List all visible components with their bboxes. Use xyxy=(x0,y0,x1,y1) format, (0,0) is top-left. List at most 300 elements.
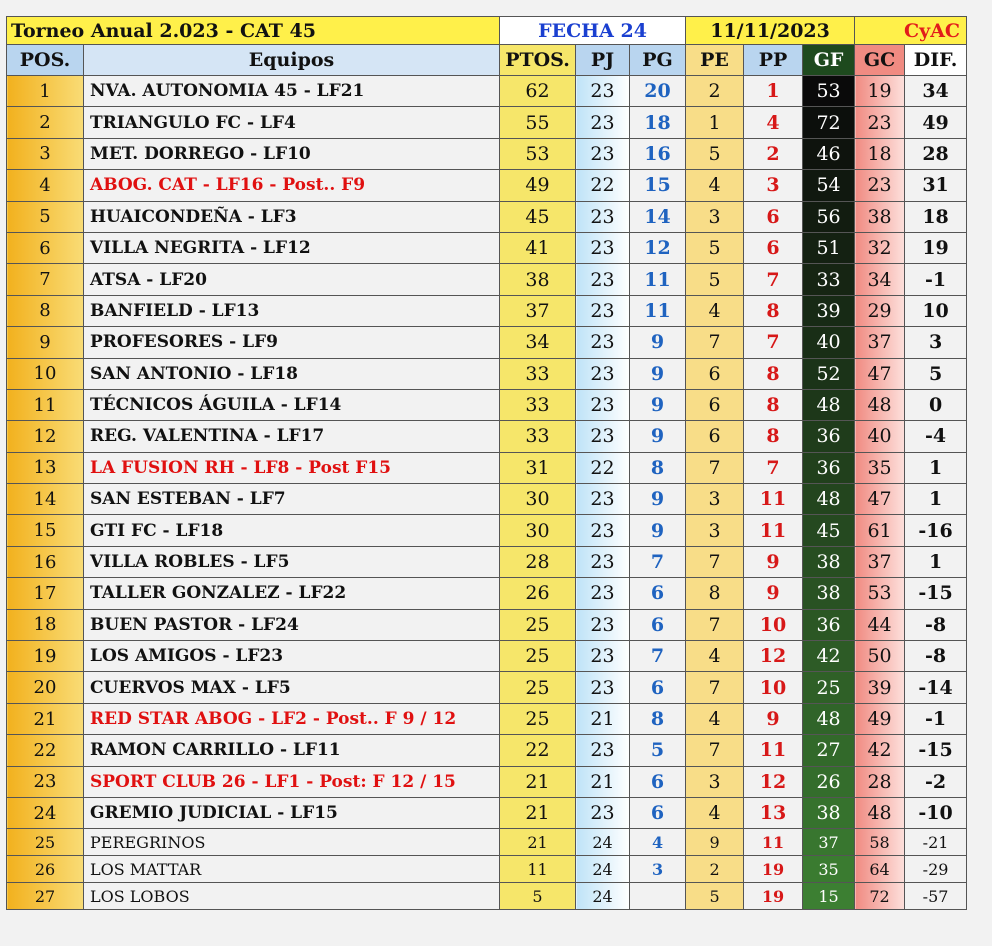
cell-dif: 49 xyxy=(905,107,967,138)
cell-pp: 8 xyxy=(744,389,803,420)
cell-ptos: 26 xyxy=(500,578,576,609)
cell-pos: 14 xyxy=(7,484,84,515)
cell-gc: 29 xyxy=(855,295,905,326)
cell-pj: 21 xyxy=(576,766,630,797)
cell-gc: 38 xyxy=(855,201,905,232)
table-row xyxy=(7,264,967,295)
cell-pos: 7 xyxy=(7,264,84,295)
cell-pp: 12 xyxy=(744,766,803,797)
cell-gf: 36 xyxy=(803,421,855,452)
cell-pg: 11 xyxy=(630,264,686,295)
cell-gc: 32 xyxy=(855,232,905,263)
cell-team: TALLER GONZALEZ - LF22 xyxy=(84,578,500,609)
cell-pp: 8 xyxy=(744,421,803,452)
cell-pg: 7 xyxy=(630,641,686,672)
cell-team: PEREGRINOS xyxy=(84,829,500,856)
cell-pp: 11 xyxy=(744,484,803,515)
cell-pg: 9 xyxy=(630,421,686,452)
cell-gc: 40 xyxy=(855,421,905,452)
cell-pj: 23 xyxy=(576,641,630,672)
cell-dif: -1 xyxy=(905,703,967,734)
cell-team: LA FUSION RH - LF8 - Post F15 xyxy=(84,452,500,483)
cell-pg: 11 xyxy=(630,295,686,326)
cell-team: SAN ESTEBAN - LF7 xyxy=(84,484,500,515)
cell-pj: 23 xyxy=(576,358,630,389)
cell-pg: 6 xyxy=(630,797,686,828)
cell-pg: 6 xyxy=(630,672,686,703)
cell-team: BUEN PASTOR - LF24 xyxy=(84,609,500,640)
cell-pg: 9 xyxy=(630,484,686,515)
title-row xyxy=(7,17,967,45)
cell-pj: 23 xyxy=(576,609,630,640)
cell-ptos: 41 xyxy=(500,232,576,263)
cell-pe: 3 xyxy=(686,766,744,797)
cell-pp: 2 xyxy=(744,138,803,169)
cell-ptos: 25 xyxy=(500,609,576,640)
cell-pos: 26 xyxy=(7,856,84,883)
cell-ptos: 31 xyxy=(500,452,576,483)
cell-pj: 23 xyxy=(576,546,630,577)
cell-dif: -21 xyxy=(905,829,967,856)
cell-ptos: 21 xyxy=(500,766,576,797)
cell-pe: 4 xyxy=(686,797,744,828)
cell-ptos: 62 xyxy=(500,76,576,107)
cell-pe: 8 xyxy=(686,578,744,609)
cell-ptos: 21 xyxy=(500,829,576,856)
cell-pos: 20 xyxy=(7,672,84,703)
cell-team: REG. VALENTINA - LF17 xyxy=(84,421,500,452)
table-row xyxy=(7,327,967,358)
cell-pg: 16 xyxy=(630,138,686,169)
cell-pos: 18 xyxy=(7,609,84,640)
tournament-title: Torneo Anual 2.023 - CAT 45 xyxy=(7,17,500,45)
cell-pg: 7 xyxy=(630,546,686,577)
cell-pe: 5 xyxy=(686,232,744,263)
cell-gc: 28 xyxy=(855,766,905,797)
cell-gf: 33 xyxy=(803,264,855,295)
cell-gf: 37 xyxy=(803,829,855,856)
cell-ptos: 21 xyxy=(500,797,576,828)
cell-pj: 23 xyxy=(576,735,630,766)
cell-team: RAMON CARRILLO - LF11 xyxy=(84,735,500,766)
table-row xyxy=(7,295,967,326)
cell-pos: 13 xyxy=(7,452,84,483)
cell-team: HUAICONDEÑA - LF3 xyxy=(84,201,500,232)
cell-gc: 37 xyxy=(855,546,905,577)
cell-team: LOS LOBOS xyxy=(84,883,500,910)
cell-gc: 44 xyxy=(855,609,905,640)
cell-gf: 39 xyxy=(803,295,855,326)
table-row xyxy=(7,672,967,703)
cell-gc: 47 xyxy=(855,484,905,515)
cell-team: TÉCNICOS ÁGUILA - LF14 xyxy=(84,389,500,420)
table-row xyxy=(7,138,967,169)
cell-pe: 7 xyxy=(686,672,744,703)
cell-team: MET. DORREGO - LF10 xyxy=(84,138,500,169)
cell-pe: 5 xyxy=(686,264,744,295)
cell-pj: 23 xyxy=(576,578,630,609)
cell-gf: 42 xyxy=(803,641,855,672)
cell-gc: 48 xyxy=(855,797,905,828)
cell-dif: 5 xyxy=(905,358,967,389)
cell-team: RED STAR ABOG - LF2 - Post.. F 9 / 12 xyxy=(84,703,500,734)
cell-pg: 9 xyxy=(630,327,686,358)
cell-pe: 6 xyxy=(686,421,744,452)
standings-sheet xyxy=(6,16,966,910)
cell-pj: 23 xyxy=(576,232,630,263)
table-row xyxy=(7,703,967,734)
cell-dif: -15 xyxy=(905,578,967,609)
cell-pe: 7 xyxy=(686,735,744,766)
cell-pj: 23 xyxy=(576,107,630,138)
col-header-gf: GF xyxy=(803,45,855,76)
cell-dif: 10 xyxy=(905,295,967,326)
col-header-pp: PP xyxy=(744,45,803,76)
cell-pos: 25 xyxy=(7,829,84,856)
cell-pj: 23 xyxy=(576,421,630,452)
cell-pos: 5 xyxy=(7,201,84,232)
cell-pos: 12 xyxy=(7,421,84,452)
cell-ptos: 5 xyxy=(500,883,576,910)
cell-dif: 0 xyxy=(905,389,967,420)
cell-pe: 6 xyxy=(686,389,744,420)
cell-pp: 7 xyxy=(744,452,803,483)
cell-team: LOS MATTAR xyxy=(84,856,500,883)
table-row xyxy=(7,421,967,452)
cell-gc: 64 xyxy=(855,856,905,883)
fecha-label: FECHA 24 xyxy=(500,17,686,45)
cell-dif: -10 xyxy=(905,797,967,828)
table-row xyxy=(7,578,967,609)
cell-ptos: 33 xyxy=(500,389,576,420)
col-header-pj: PJ xyxy=(576,45,630,76)
table-row xyxy=(7,389,967,420)
cell-pg: 6 xyxy=(630,609,686,640)
cell-pos: 24 xyxy=(7,797,84,828)
cell-pp: 6 xyxy=(744,232,803,263)
cell-gf: 48 xyxy=(803,703,855,734)
cell-dif: 3 xyxy=(905,327,967,358)
cell-team: TRIANGULO FC - LF4 xyxy=(84,107,500,138)
cell-pp: 12 xyxy=(744,641,803,672)
cell-gc: 53 xyxy=(855,578,905,609)
cell-pp: 3 xyxy=(744,170,803,201)
cell-pj: 22 xyxy=(576,452,630,483)
cell-gc: 72 xyxy=(855,883,905,910)
cell-ptos: 38 xyxy=(500,264,576,295)
cell-gf: 46 xyxy=(803,138,855,169)
cell-pe: 4 xyxy=(686,170,744,201)
cell-pg: 3 xyxy=(630,856,686,883)
cell-pj: 24 xyxy=(576,883,630,910)
cell-ptos: 25 xyxy=(500,672,576,703)
table-row xyxy=(7,232,967,263)
cell-pe: 6 xyxy=(686,358,744,389)
cell-gf: 36 xyxy=(803,609,855,640)
cell-pos: 6 xyxy=(7,232,84,263)
cell-ptos: 55 xyxy=(500,107,576,138)
cell-pe: 3 xyxy=(686,515,744,546)
cell-dif: 1 xyxy=(905,546,967,577)
table-row xyxy=(7,829,967,856)
cell-dif: 1 xyxy=(905,452,967,483)
cell-pos: 9 xyxy=(7,327,84,358)
cell-pos: 27 xyxy=(7,883,84,910)
cell-pg: 8 xyxy=(630,703,686,734)
cell-pg: 4 xyxy=(630,829,686,856)
col-header-dif: DIF. xyxy=(905,45,967,76)
cell-pos: 3 xyxy=(7,138,84,169)
cell-pp: 11 xyxy=(744,735,803,766)
cell-pg: 18 xyxy=(630,107,686,138)
cell-pg: 9 xyxy=(630,358,686,389)
cell-pe: 3 xyxy=(686,201,744,232)
cell-gf: 56 xyxy=(803,201,855,232)
cell-gf: 38 xyxy=(803,578,855,609)
cell-dif: -2 xyxy=(905,766,967,797)
cell-pp: 6 xyxy=(744,201,803,232)
table-row xyxy=(7,609,967,640)
cell-pos: 1 xyxy=(7,76,84,107)
cell-pj: 24 xyxy=(576,856,630,883)
cell-team: GREMIO JUDICIAL - LF15 xyxy=(84,797,500,828)
cell-team: SAN ANTONIO - LF18 xyxy=(84,358,500,389)
cell-pg: 6 xyxy=(630,578,686,609)
cell-gc: 47 xyxy=(855,358,905,389)
cell-pp: 8 xyxy=(744,295,803,326)
cell-team: BANFIELD - LF13 xyxy=(84,295,500,326)
cell-pos: 10 xyxy=(7,358,84,389)
cell-pj: 23 xyxy=(576,672,630,703)
cell-pe: 4 xyxy=(686,295,744,326)
org-label: CyAC xyxy=(855,17,967,45)
col-header-gc: GC xyxy=(855,45,905,76)
table-row xyxy=(7,883,967,910)
cell-gf: 40 xyxy=(803,327,855,358)
date-label: 11/11/2023 xyxy=(686,17,855,45)
cell-pp: 9 xyxy=(744,703,803,734)
cell-gf: 48 xyxy=(803,484,855,515)
cell-gc: 49 xyxy=(855,703,905,734)
cell-pos: 16 xyxy=(7,546,84,577)
cell-pj: 24 xyxy=(576,829,630,856)
cell-gc: 58 xyxy=(855,829,905,856)
cell-pp: 11 xyxy=(744,515,803,546)
table-row xyxy=(7,735,967,766)
cell-dif: -57 xyxy=(905,883,967,910)
cell-gc: 34 xyxy=(855,264,905,295)
cell-gc: 18 xyxy=(855,138,905,169)
cell-pp: 4 xyxy=(744,107,803,138)
cell-ptos: 53 xyxy=(500,138,576,169)
col-header-pe: PE xyxy=(686,45,744,76)
cell-pp: 13 xyxy=(744,797,803,828)
cell-pj: 23 xyxy=(576,515,630,546)
cell-dif: 1 xyxy=(905,484,967,515)
cell-dif: 28 xyxy=(905,138,967,169)
col-header-pos: POS. xyxy=(7,45,84,76)
cell-ptos: 30 xyxy=(500,515,576,546)
cell-pe: 7 xyxy=(686,609,744,640)
cell-team: PROFESORES - LF9 xyxy=(84,327,500,358)
cell-pp: 11 xyxy=(744,829,803,856)
table-row xyxy=(7,856,967,883)
cell-pp: 10 xyxy=(744,609,803,640)
cell-dif: -8 xyxy=(905,609,967,640)
cell-ptos: 11 xyxy=(500,856,576,883)
cell-pos: 17 xyxy=(7,578,84,609)
cell-pg: 5 xyxy=(630,735,686,766)
cell-gf: 53 xyxy=(803,76,855,107)
table-row xyxy=(7,201,967,232)
cell-ptos: 25 xyxy=(500,641,576,672)
cell-pos: 8 xyxy=(7,295,84,326)
cell-team: NVA. AUTONOMIA 45 - LF21 xyxy=(84,76,500,107)
cell-ptos: 45 xyxy=(500,201,576,232)
cell-gf: 48 xyxy=(803,389,855,420)
cell-pe: 2 xyxy=(686,76,744,107)
cell-pp: 19 xyxy=(744,856,803,883)
cell-gf: 38 xyxy=(803,546,855,577)
cell-team: ATSA - LF20 xyxy=(84,264,500,295)
cell-gc: 35 xyxy=(855,452,905,483)
cell-pp: 9 xyxy=(744,546,803,577)
cell-pp: 8 xyxy=(744,358,803,389)
cell-gc: 61 xyxy=(855,515,905,546)
table-row xyxy=(7,170,967,201)
cell-pg: 9 xyxy=(630,389,686,420)
cell-pj: 21 xyxy=(576,703,630,734)
cell-pe: 1 xyxy=(686,107,744,138)
cell-pe: 2 xyxy=(686,856,744,883)
cell-ptos: 33 xyxy=(500,358,576,389)
cell-team: VILLA NEGRITA - LF12 xyxy=(84,232,500,263)
cell-pj: 23 xyxy=(576,295,630,326)
cell-pg: 12 xyxy=(630,232,686,263)
cell-dif: -16 xyxy=(905,515,967,546)
cell-gf: 72 xyxy=(803,107,855,138)
table-row xyxy=(7,766,967,797)
cell-gf: 36 xyxy=(803,452,855,483)
cell-team: LOS AMIGOS - LF23 xyxy=(84,641,500,672)
cell-pg xyxy=(630,883,686,910)
table-row xyxy=(7,515,967,546)
cell-pp: 9 xyxy=(744,578,803,609)
cell-gf: 45 xyxy=(803,515,855,546)
cell-pe: 5 xyxy=(686,138,744,169)
cell-gf: 27 xyxy=(803,735,855,766)
cell-team: CUERVOS MAX - LF5 xyxy=(84,672,500,703)
cell-team: VILLA ROBLES - LF5 xyxy=(84,546,500,577)
cell-gc: 39 xyxy=(855,672,905,703)
cell-pg: 6 xyxy=(630,766,686,797)
cell-pe: 7 xyxy=(686,327,744,358)
cell-pos: 11 xyxy=(7,389,84,420)
table-row xyxy=(7,452,967,483)
cell-pos: 23 xyxy=(7,766,84,797)
cell-pe: 7 xyxy=(686,452,744,483)
cell-team: ABOG. CAT - LF16 - Post.. F9 xyxy=(84,170,500,201)
table-row xyxy=(7,358,967,389)
cell-ptos: 37 xyxy=(500,295,576,326)
cell-gc: 23 xyxy=(855,170,905,201)
cell-gc: 23 xyxy=(855,107,905,138)
cell-pp: 7 xyxy=(744,264,803,295)
cell-pp: 1 xyxy=(744,76,803,107)
cell-pg: 14 xyxy=(630,201,686,232)
cell-dif: 19 xyxy=(905,232,967,263)
cell-pp: 19 xyxy=(744,883,803,910)
cell-dif: -29 xyxy=(905,856,967,883)
cell-gf: 26 xyxy=(803,766,855,797)
cell-gc: 37 xyxy=(855,327,905,358)
cell-pj: 23 xyxy=(576,389,630,420)
cell-pe: 9 xyxy=(686,829,744,856)
cell-ptos: 25 xyxy=(500,703,576,734)
cell-ptos: 30 xyxy=(500,484,576,515)
cell-ptos: 28 xyxy=(500,546,576,577)
cell-gf: 38 xyxy=(803,797,855,828)
cell-pos: 22 xyxy=(7,735,84,766)
cell-ptos: 33 xyxy=(500,421,576,452)
cell-pj: 23 xyxy=(576,264,630,295)
col-header-team: Equipos xyxy=(84,45,500,76)
cell-ptos: 22 xyxy=(500,735,576,766)
cell-pj: 23 xyxy=(576,76,630,107)
cell-dif: -4 xyxy=(905,421,967,452)
cell-team: GTI FC - LF18 xyxy=(84,515,500,546)
cell-gf: 54 xyxy=(803,170,855,201)
cell-pp: 7 xyxy=(744,327,803,358)
cell-pg: 20 xyxy=(630,76,686,107)
standings-table xyxy=(6,16,967,910)
cell-pos: 15 xyxy=(7,515,84,546)
cell-pg: 8 xyxy=(630,452,686,483)
cell-gc: 48 xyxy=(855,389,905,420)
table-row xyxy=(7,484,967,515)
cell-pj: 23 xyxy=(576,797,630,828)
table-row xyxy=(7,546,967,577)
cell-gf: 51 xyxy=(803,232,855,263)
cell-pg: 9 xyxy=(630,515,686,546)
table-row xyxy=(7,797,967,828)
cell-pos: 4 xyxy=(7,170,84,201)
header-row xyxy=(7,45,967,76)
col-header-ptos: PTOS. xyxy=(500,45,576,76)
cell-pj: 23 xyxy=(576,201,630,232)
cell-gf: 15 xyxy=(803,883,855,910)
table-row xyxy=(7,641,967,672)
cell-dif: -14 xyxy=(905,672,967,703)
cell-gc: 50 xyxy=(855,641,905,672)
cell-dif: 18 xyxy=(905,201,967,232)
cell-dif: -1 xyxy=(905,264,967,295)
table-row xyxy=(7,107,967,138)
col-header-pg: PG xyxy=(630,45,686,76)
cell-pj: 23 xyxy=(576,484,630,515)
cell-gc: 19 xyxy=(855,76,905,107)
cell-ptos: 34 xyxy=(500,327,576,358)
cell-ptos: 49 xyxy=(500,170,576,201)
table-row xyxy=(7,76,967,107)
cell-pos: 21 xyxy=(7,703,84,734)
cell-pe: 3 xyxy=(686,484,744,515)
cell-pj: 23 xyxy=(576,138,630,169)
cell-dif: 31 xyxy=(905,170,967,201)
cell-pp: 10 xyxy=(744,672,803,703)
cell-pos: 19 xyxy=(7,641,84,672)
cell-pe: 5 xyxy=(686,883,744,910)
